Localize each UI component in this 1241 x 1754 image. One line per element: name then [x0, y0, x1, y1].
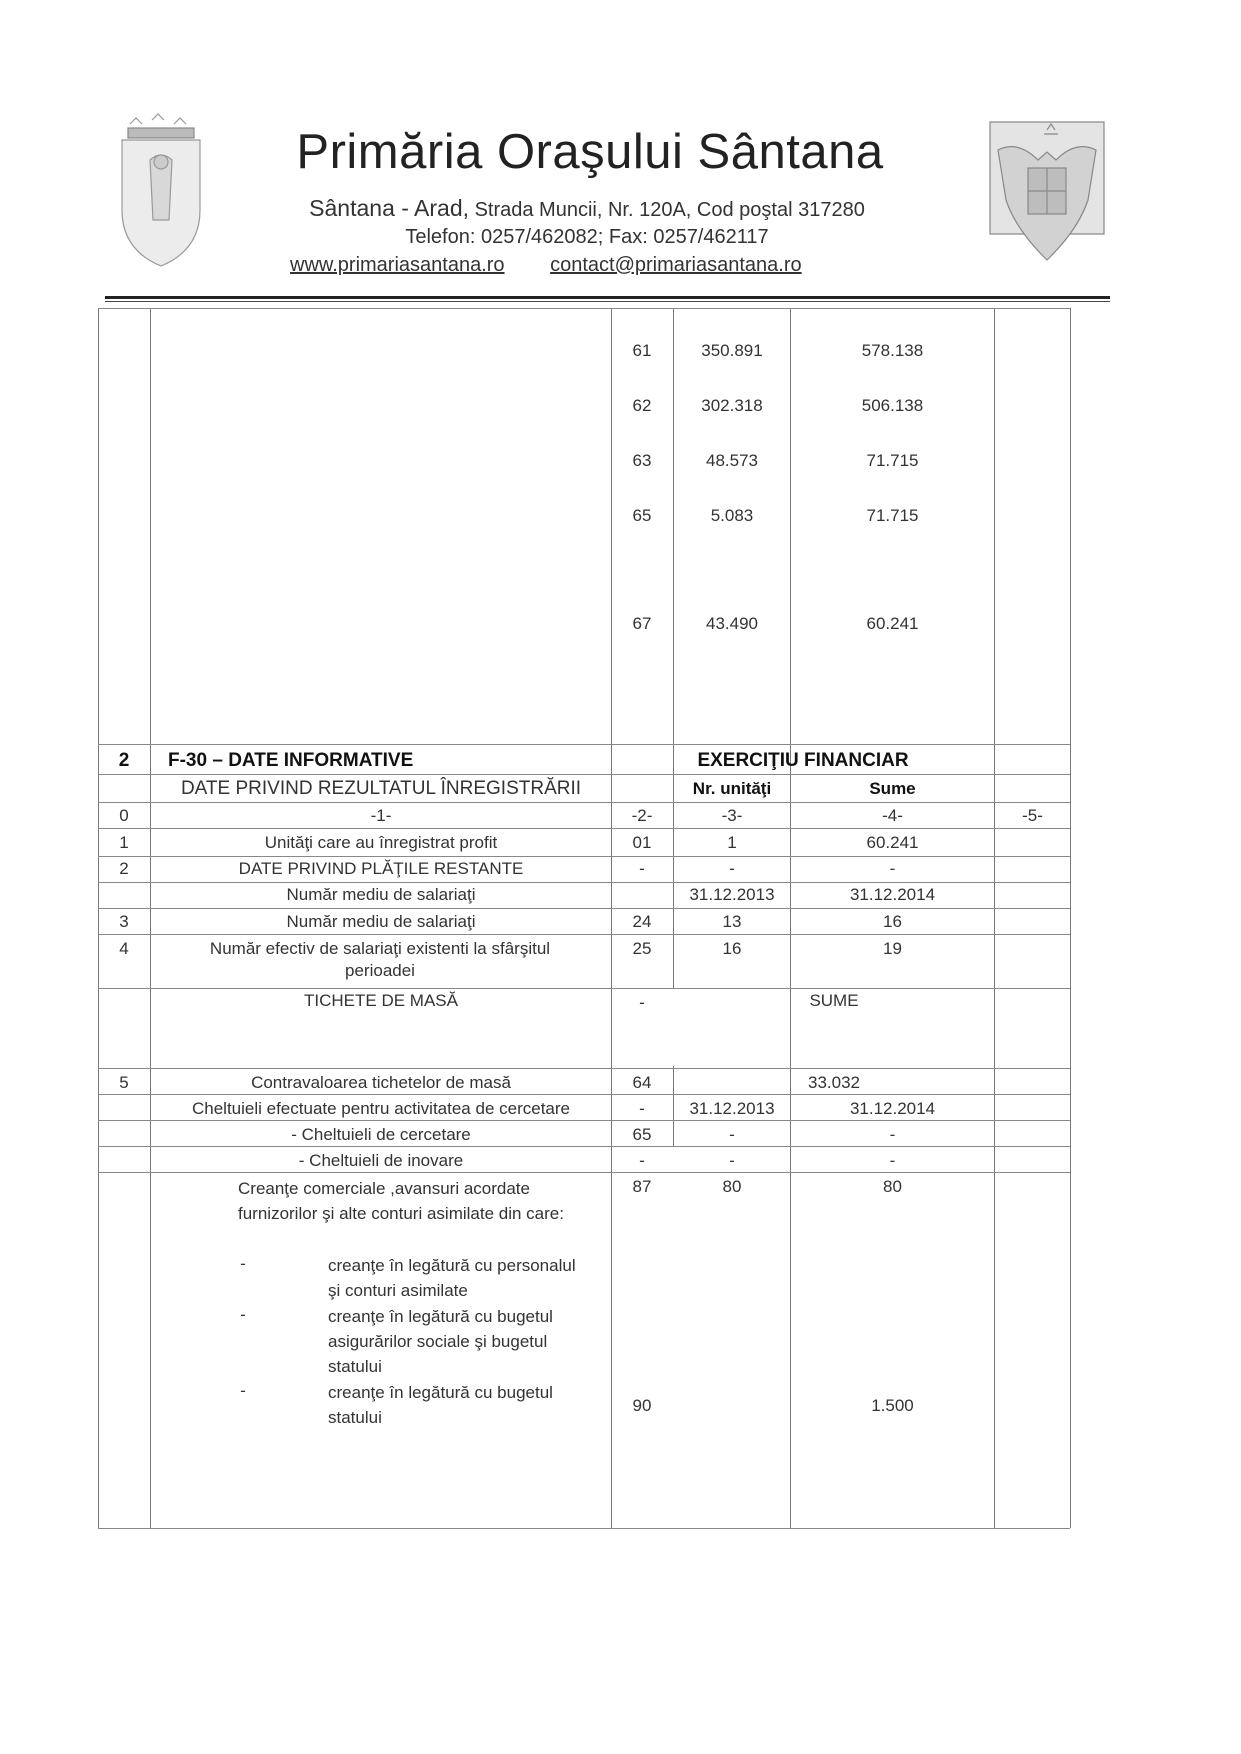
row-value: 60.241: [866, 614, 919, 633]
row-date: 31.12.2013: [689, 885, 775, 904]
section-subtitle: DATE PRIVIND REZULTATUL ÎNREGISTRĂRII: [180, 778, 582, 799]
page-title: Primăria Oraşului Sântana: [296, 125, 884, 179]
row-code: 87: [632, 1177, 652, 1196]
row-label: Contravaloarea tichetelor de masă: [251, 1073, 511, 1092]
row-code: -: [639, 993, 645, 1012]
row-label: - Cheltuieli de inovare: [298, 1151, 464, 1170]
city-coat-of-arms-icon: [100, 110, 222, 270]
row-label: DATE PRIVIND PLĂŢILE RESTANTE: [238, 859, 524, 878]
row-sum: 19: [883, 939, 902, 958]
row-code: 63: [632, 451, 652, 470]
row-code: 65: [632, 506, 652, 525]
column-sums-header: Sume: [869, 779, 916, 798]
header-divider-thin: [105, 301, 1110, 302]
index-cell: -1-: [370, 806, 392, 825]
row-value: 43.490: [706, 614, 758, 633]
row-sum: 80: [883, 1177, 902, 1196]
row-units: 1: [727, 833, 737, 852]
row-value: 71.715: [866, 451, 919, 470]
row-date: 31.12.2013: [689, 1099, 775, 1118]
index-cell: -4-: [882, 806, 903, 825]
row-label: Cheltuieli efectuate pentru activitatea de cercetare: [191, 1099, 570, 1118]
index-cell: -2-: [631, 806, 653, 825]
row-label: TICHETE DE MASĂ: [304, 991, 458, 1010]
address-street: Strada Muncii, Nr. 120A, Cod poştal 317280: [474, 199, 865, 221]
list-item: creanţe în legătură cu bugetul statului: [328, 1383, 553, 1427]
column-units-header: Nr. unităţi: [692, 779, 772, 798]
row-sum: -: [889, 859, 896, 878]
row-value: 350.891: [701, 341, 763, 360]
row-label: Unităţi care au înregistrat profit: [264, 833, 498, 852]
row-units: -: [729, 1151, 735, 1170]
contact-phones: Telefon: 0257/462082; Fax: 0257/462117: [405, 226, 769, 248]
row-code: 65: [632, 1125, 652, 1144]
header-divider: [105, 296, 1110, 299]
list-bullet: -: [240, 1381, 246, 1400]
romania-coat-of-arms-icon: [988, 120, 1106, 276]
list-item: creanţe în legătură cu personalul şi conturi asimilate: [328, 1256, 576, 1300]
index-cell: -5-: [1022, 806, 1043, 825]
row-number: 1: [119, 833, 129, 852]
row-code: 61: [632, 341, 652, 360]
row-code: 01: [632, 833, 652, 852]
row-code: 62: [632, 396, 652, 415]
row-code: 24: [632, 912, 652, 931]
row-sum: 60.241: [866, 833, 919, 852]
row-sum: -: [889, 1125, 896, 1144]
row-units: 16: [722, 939, 742, 958]
row-code: 90: [632, 1396, 652, 1415]
row-code: 25: [632, 939, 652, 958]
row-number: 5: [119, 1073, 129, 1092]
row-value: 5.083: [710, 506, 754, 525]
row-code: 64: [632, 1073, 652, 1092]
address: [287, 195, 887, 222]
list-bullet: -: [240, 1254, 246, 1273]
contact-links: [290, 254, 870, 277]
row-units: 13: [722, 912, 742, 931]
row-number: 2: [119, 859, 129, 878]
row-date: 31.12.2014: [849, 1099, 936, 1118]
email-link[interactable]: contact@primariasantana.ro: [550, 254, 802, 276]
website-link[interactable]: www.primariasantana.ro: [290, 254, 505, 276]
row-code: -: [639, 859, 645, 878]
index-cell: 0: [119, 806, 129, 825]
row-label: - Cheltuieli de cercetare: [291, 1125, 471, 1144]
row-units: -: [729, 1125, 735, 1144]
list-item: creanţe în legătură cu bugetul asigurărilor sociale şi bugetul statului: [328, 1307, 553, 1376]
section-number: 2: [118, 750, 130, 771]
row-value: 578.138: [861, 341, 924, 360]
sums-label: SUME: [809, 991, 859, 1010]
row-sum: 1.500: [871, 1396, 914, 1415]
row-units: -: [729, 859, 735, 878]
list-bullet: -: [240, 1305, 246, 1324]
row-code: -: [639, 1099, 645, 1118]
row-date: 31.12.2014: [849, 885, 936, 904]
index-cell: -3-: [721, 806, 743, 825]
row-label: Număr mediu de salariaţi: [286, 885, 476, 904]
row-value: 71.715: [866, 506, 919, 525]
row-value: 302.318: [701, 396, 763, 415]
row-label: Număr efectiv de salariaţi existenti la sfârşitul perioadei: [209, 939, 551, 980]
row-number: 3: [119, 912, 129, 931]
row-value: 48.573: [706, 451, 758, 470]
row-sum: -: [889, 1151, 896, 1170]
row-code: -: [639, 1151, 645, 1170]
row-number: 4: [119, 939, 129, 958]
row-label: Creanţe comerciale ,avansuri acordate furnizorilor şi alte conturi asimilate din care:: [238, 1179, 564, 1223]
row-units: 80: [722, 1177, 742, 1196]
row-label: Număr mediu de salariaţi: [286, 912, 476, 931]
row-code: 67: [632, 614, 652, 633]
section-exercise: EXERCIŢIU FINANCIAR: [697, 750, 909, 771]
address-city: Sântana - Arad,: [309, 195, 470, 221]
row-sum: 16: [883, 912, 902, 931]
row-value: 506.138: [861, 396, 924, 415]
section-title: F-30 – DATE INFORMATIVE: [168, 750, 414, 771]
row-sum: 33.032: [808, 1073, 860, 1092]
